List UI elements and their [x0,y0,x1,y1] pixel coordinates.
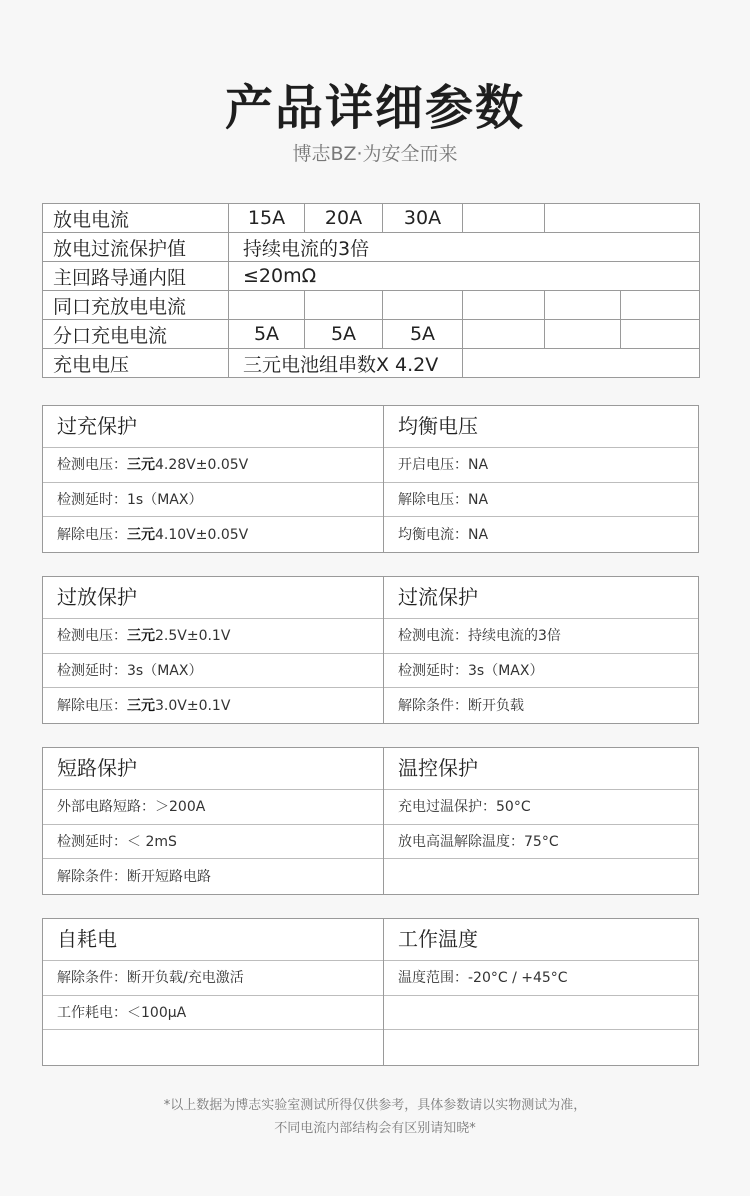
charge-voltage-value: 三元电池组串数X 4.2V [229,349,463,378]
empty-cell [463,291,545,320]
overcurrent-detect-delay: 检测延时：3s（MAX） [398,663,544,679]
overcurrent-detect-current: 检测电流：持续电流的3倍 [398,628,561,644]
table-row [43,995,383,1029]
overdischarge-detect-delay: 检测延时：3s（MAX） [57,663,203,679]
table-row [384,653,698,687]
overcharge-detect-delay: 检测延时：1s（MAX） [57,492,203,508]
temperature-protect-section [384,748,698,894]
temperature-protect-title: 温控保护 [398,756,478,780]
discharge-current-20a: 20A [305,204,383,233]
table-row [43,618,383,653]
table-row [384,482,698,516]
empty-cell [229,291,305,320]
resistance-value: ≤20mΩ [229,262,700,291]
table-row [43,291,700,320]
self-consumption-release: 解除条件：断开负载/充电激活 [57,970,244,986]
empty-cell [545,204,700,233]
overcurrent-section [384,577,698,723]
table-row [43,653,383,687]
empty-cell [383,291,463,320]
table-row [43,789,383,824]
overdischarge-title: 过放保护 [57,585,137,609]
balance-title: 均衡电压 [398,414,478,438]
discharge-current-15a: 15A [229,204,305,233]
split-port-label: 分口充电电流 [43,320,229,349]
balance-current: 均衡电流：NA [398,527,489,543]
overdischarge-section [43,577,384,723]
header [0,78,750,166]
table-row [384,824,698,858]
protection-box-consumption-temperature [42,918,699,1066]
table-row [43,320,700,349]
split-port-v3: 5A [383,320,463,349]
empty-cell [463,320,545,349]
table-row [43,516,383,553]
short-circuit-title: 短路保护 [57,756,137,780]
overcurrent-title: 过流保护 [398,585,478,609]
short-circuit-section [43,748,384,894]
protection-box-short-temperature [42,747,699,895]
overcurrent-value: 持续电流的3倍 [229,233,700,262]
balance-open-voltage: 开启电压：NA [398,457,489,473]
empty-cell [463,204,545,233]
overdischarge-release-voltage: 解除电压：三元3.0V±0.1V [57,698,231,714]
short-circuit-external: 外部电路短路：＞200A [57,799,206,815]
temperature-range: 温度范围：-20°C / +45°C [398,970,568,986]
table-row [384,960,698,995]
empty-cell [545,320,621,349]
empty-cell [463,349,700,378]
table-row [384,858,698,895]
overcurrent-release-condition: 解除条件：断开负载 [398,698,524,714]
working-temp-title: 工作温度 [398,927,478,951]
table-row [384,447,698,482]
balance-section [384,406,698,552]
footnote [0,1094,750,1140]
empty-cell [621,320,700,349]
overcharge-title: 过充保护 [57,414,137,438]
table-row [384,516,698,553]
table-row [384,995,698,1029]
table-row [43,447,383,482]
short-circuit-release-condition: 解除条件：断开短路电路 [57,869,211,885]
discharge-current-label: 放电电流 [43,204,229,233]
split-port-v2: 5A [305,320,383,349]
working-consumption: 工作耗电：＜100μA [57,1005,187,1021]
table-row [43,687,383,724]
spec-table [42,203,700,378]
short-circuit-detect-delay: 检测延时：＜ 2mS [57,834,177,850]
overdischarge-detect-voltage: 检测电压：三元2.5V±0.1V [57,628,231,644]
table-row [43,262,700,291]
page-subtitle: 博志BZ·为安全而来 [292,143,458,165]
table-row [384,1029,698,1066]
same-port-label: 同口充放电电流 [43,291,229,320]
table-row [43,1029,383,1066]
overcharge-release-voltage: 解除电压：三元4.10V±0.05V [57,527,249,543]
charge-overtemp-protect: 充电过温保护：50°C [398,799,531,815]
table-row [384,618,698,653]
split-port-v1: 5A [229,320,305,349]
empty-cell [545,291,621,320]
working-temp-section [384,919,698,1065]
self-consumption-title: 自耗电 [57,927,117,951]
table-row [43,233,700,262]
discharge-current-30a: 30A [383,204,463,233]
table-row [43,482,383,516]
table-row [43,824,383,858]
table-row [43,349,700,378]
table-row [384,687,698,724]
self-consumption-section [43,919,384,1065]
overcurrent-value-label: 放电过流保护值 [43,233,229,262]
resistance-label: 主回路导通内阻 [43,262,229,291]
overcharge-detect-voltage: 检测电压：三元4.28V±0.05V [57,457,249,473]
footnote-line-1: *以上数据为博志实验室测试所得仅供参考，具体参数请以实物测试为准， [163,1098,587,1113]
page-title: 产品详细参数 [224,80,525,136]
empty-cell [621,291,700,320]
protection-box-overcharge-balance [42,405,699,553]
footnote-line-2: 不同电流内部结构会有区别请知晓* [274,1121,476,1136]
charge-voltage-label: 充电电压 [43,349,229,378]
protection-box-overdischarge-overcurrent [42,576,699,724]
table-row [43,204,700,233]
empty-cell [305,291,383,320]
balance-release-voltage: 解除电压：NA [398,492,489,508]
table-row [43,858,383,895]
table-row [43,960,383,995]
overcharge-section [43,406,384,552]
discharge-hightemp-release: 放电高温解除温度：75°C [398,834,559,850]
table-row [384,789,698,824]
